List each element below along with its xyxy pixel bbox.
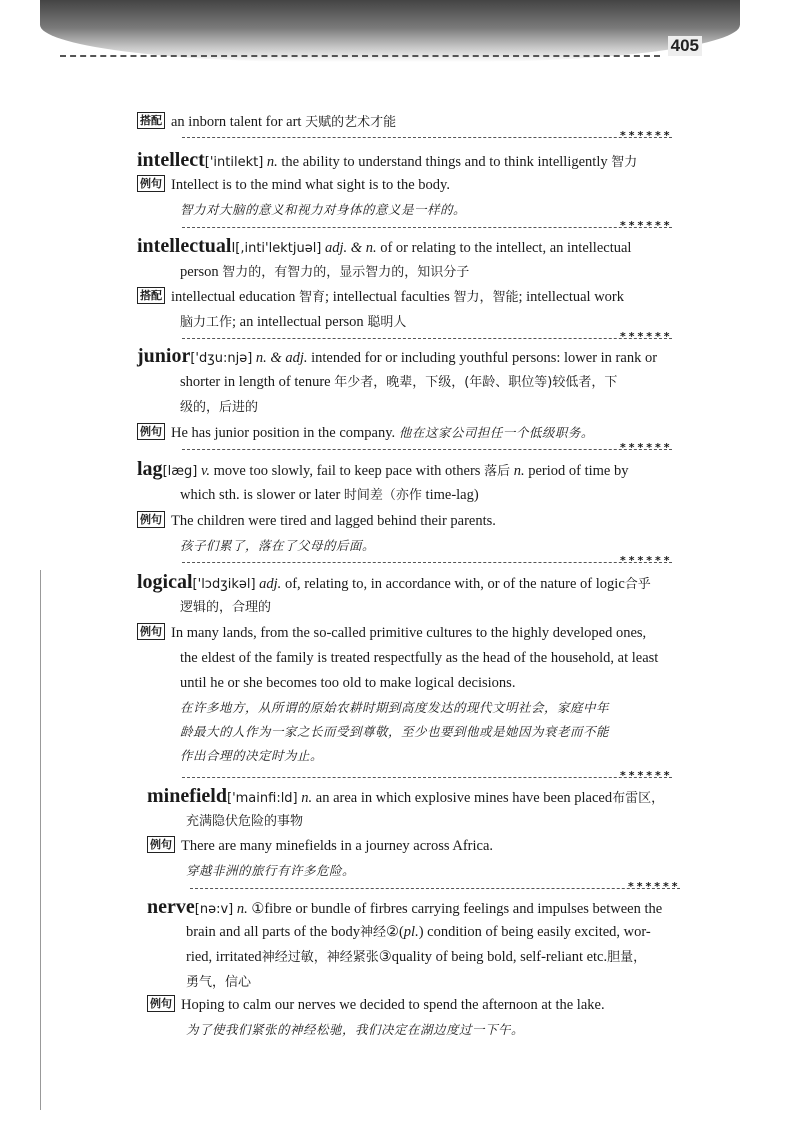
- example-translation: 穿越非洲的旅行有许多危险。: [186, 863, 356, 878]
- separator: [182, 449, 672, 450]
- definition-continued: which sth. is slower or later 时间差（亦作 time-lag): [180, 487, 479, 503]
- collocation-line: 搭配 intellectual education 智育; intellectual faculties 智力，智能; intellectual work: [137, 287, 707, 308]
- definition-continued: 充满隐伏危险的事物: [186, 814, 304, 829]
- separator: [182, 562, 672, 563]
- definition-continued: 勇气，信心: [186, 975, 252, 990]
- separator-stars: ******: [620, 441, 673, 454]
- example-line: 例句 The children were tired and lagged behind their parents.: [137, 511, 707, 531]
- pronunciation: ['intilekt]: [204, 155, 264, 170]
- headword: logical: [137, 571, 193, 593]
- example-tag: 例句: [137, 423, 165, 440]
- definition-continued: ried, irritated神经过敏，神经紧张③quality of being bold, self-reliant etc.胆量，: [186, 949, 647, 965]
- header-decoration: [40, 0, 740, 62]
- example-translation: 智力对大脑的意义和视力对身体的意义是一样的。: [180, 202, 467, 217]
- headword: lag: [137, 458, 163, 480]
- pronunciation: [læg]: [162, 464, 198, 479]
- example-translation: 孩子们累了，落在了父母的后面。: [180, 538, 376, 553]
- separator-stars: ******: [620, 129, 673, 142]
- example-translation: 为了使我们紧张的神经松驰，我们决定在湖边度过一下午。: [186, 1022, 525, 1037]
- separator: [190, 888, 680, 889]
- pronunciation: [nə:v]: [194, 902, 234, 917]
- example-translation: 龄最大的人作为一家之长而受到尊敬，至少也要到他或是她因为衰老而不能: [180, 724, 610, 739]
- separator-stars: ******: [620, 554, 673, 567]
- example-continued: the eldest of the family is treated respectfully as the head of the household, at least: [180, 650, 659, 666]
- headword: intellect: [137, 149, 205, 171]
- example-continued: until he or she becomes too old to make logical decisions.: [180, 675, 516, 691]
- entry-intellect: intellect['intilekt] n. the ability to understand things and to think intelligently 智力: [137, 149, 638, 171]
- page-number: 405: [668, 36, 702, 56]
- headword: minefield: [147, 785, 227, 807]
- headword: junior: [137, 345, 191, 367]
- example-tag: 例句: [137, 511, 165, 528]
- example-translation: 作出合理的决定时为止。: [180, 748, 324, 763]
- collocation-tag: 搭配: [137, 112, 165, 129]
- collocation-tag: 搭配: [137, 287, 165, 304]
- example-tag: 例句: [137, 175, 165, 192]
- pronunciation: I[,inti'lektjuəl]: [231, 241, 322, 256]
- definition-continued: brain and all parts of the body神经②(pl.) condition of being easily excited, wor-: [186, 924, 651, 940]
- example-line: 例句 Hoping to calm our nerves we decided to spend the afternoon at the lake.: [147, 995, 717, 1015]
- example-tag: 例句: [137, 623, 165, 640]
- example-line: 例句 There are many minefields in a journey across Africa.: [147, 836, 717, 856]
- intro-collocation: 搭配 an inborn talent for art 天赋的艺术才能: [137, 112, 707, 133]
- headword: intellectual: [137, 235, 232, 257]
- pronunciation: ['lɔdʒikəl]: [192, 577, 256, 592]
- margin-rule: [40, 570, 41, 1110]
- header-dashed-rule: [60, 55, 660, 57]
- definition-continued: shorter in length of tenure 年少者，晚辈，下级，(年龄、职位等)较低者，下: [180, 374, 618, 390]
- entry-logical: logical['lɔdʒikəl] adj. of, relating to, in accordance with, or of the nature of logic合乎: [137, 571, 651, 593]
- pronunciation: ['mainfi:ld]: [227, 791, 298, 806]
- collocation-continued: 脑力工作; an intellectual person 聪明人: [180, 314, 407, 330]
- definition-continued: 级的，后进的: [180, 400, 259, 415]
- separator-stars: ******: [628, 880, 681, 893]
- separator-stars: ******: [620, 769, 673, 782]
- definition-continued: 逻辑的，合理的: [180, 600, 272, 615]
- entry-junior: junior['dʒu:njə] n. & adj. intended for or including youthful persons: lower in rank or: [137, 345, 658, 367]
- pronunciation: ['dʒu:njə]: [190, 351, 253, 366]
- separator: [182, 338, 672, 339]
- example-line: 例句 Intellect is to the mind what sight is to the body.: [137, 175, 707, 195]
- definition-continued: person 智力的，有智力的，显示智力的，知识分子: [180, 264, 470, 280]
- separator-stars: ******: [620, 219, 673, 232]
- separator: [182, 227, 672, 228]
- entry-minefield: minefield['mainfi:ld] n. an area in which explosive mines have been placed布雷区，: [147, 785, 665, 807]
- entry-intellectual: intellectualI[,inti'lektjuəl] adj. & n. of or relating to the intellect, an intellectual: [137, 235, 632, 257]
- separator: [182, 137, 672, 138]
- headword: nerve: [147, 896, 195, 918]
- example-translation: 在许多地方，从所谓的原始农耕时期到高度发达的现代文明社会，家庭中年: [180, 700, 610, 715]
- example-line: 例句 He has junior position in the company. 他在这家公司担任一个低级职务。: [137, 423, 707, 443]
- example-line: 例句 In many lands, from the so-called primitive cultures to the highly developed ones,: [137, 623, 707, 643]
- example-tag: 例句: [147, 836, 175, 853]
- page-header: [0, 0, 800, 95]
- separator: [182, 777, 672, 778]
- example-tag: 例句: [147, 995, 175, 1012]
- entry-lag: lag[læg] v. move too slowly, fail to keep pace with others 落后 n. period of time by: [137, 458, 629, 480]
- entry-nerve: nerve[nə:v] n. ①fibre or bundle of firbres carrying feelings and impulses between the: [147, 896, 663, 918]
- separator-stars: ******: [620, 330, 673, 343]
